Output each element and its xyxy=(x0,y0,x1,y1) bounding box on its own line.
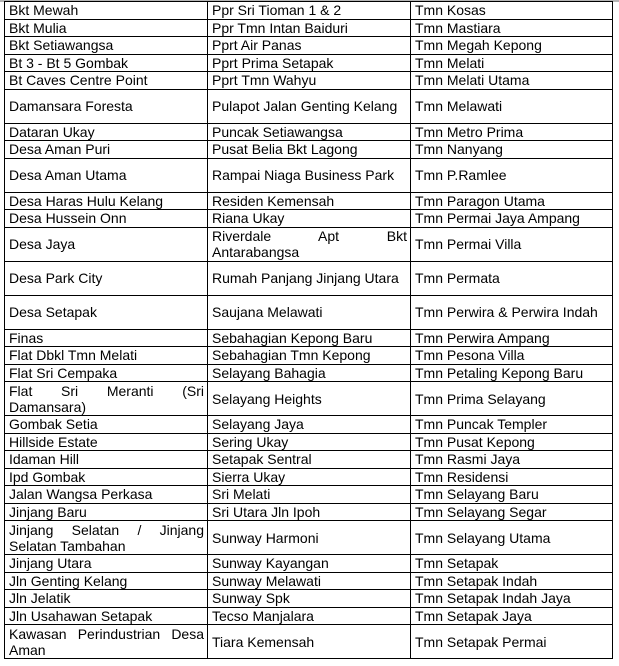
table-row xyxy=(5,382,613,416)
table-cell-col3: Tmn Puncak Templer xyxy=(411,416,613,434)
table-row xyxy=(5,158,613,192)
table-cell-col3: Tmn Paragon Utama xyxy=(411,192,613,210)
table-row xyxy=(5,141,613,159)
table-cell-col2: Puncak Setiawangsa xyxy=(208,123,411,141)
table-cell-col1: Jinjang Utara xyxy=(5,555,208,573)
table-row xyxy=(5,37,613,55)
table-cell-col2: Selayang Heights xyxy=(208,382,411,416)
table-row xyxy=(5,261,613,295)
table-row xyxy=(5,72,613,90)
table-cell-col1: Jalan Wangsa Perkasa xyxy=(5,486,208,504)
table-cell-col3: Tmn Setapak xyxy=(411,555,613,573)
table-cell-col1: Bkt Mulia xyxy=(5,19,208,37)
table-cell-col1: Kawasan Perindustrian Desa Aman xyxy=(5,625,208,659)
table-row xyxy=(5,607,613,625)
table-row xyxy=(5,625,613,659)
table-cell-col1: Jinjang Selatan / Jinjang Selatan Tambahan xyxy=(5,521,208,555)
table-cell-col3: Tmn Setapak Indah Jaya xyxy=(411,590,613,608)
table-row xyxy=(5,590,613,608)
table-row xyxy=(5,329,613,347)
table-cell-col1: Bkt Setiawangsa xyxy=(5,37,208,55)
table-row xyxy=(5,521,613,555)
table-cell-col3: Tmn Mastiara xyxy=(411,19,613,37)
table-row xyxy=(5,210,613,228)
table-cell-col3: Tmn Melati xyxy=(411,54,613,72)
table-cell-col3: Tmn Selayang Segar xyxy=(411,503,613,521)
table-cell-col2: Pprt Prima Setapak xyxy=(208,54,411,72)
table-cell-col1: Flat Dbkl Tmn Melati xyxy=(5,347,208,365)
table-cell-col1: Jln Usahawan Setapak xyxy=(5,607,208,625)
table-cell-col3: Tmn Permai Villa xyxy=(411,227,613,261)
table-row xyxy=(5,451,613,469)
table-row xyxy=(5,123,613,141)
table-cell-col3: Tmn Residensi xyxy=(411,468,613,486)
table-cell-col2: Ppr Tmn Intan Baiduri xyxy=(208,19,411,37)
table-cell-col3: Tmn Melawati xyxy=(411,89,613,123)
table-cell-col3: Tmn Nanyang xyxy=(411,141,613,159)
table-row xyxy=(5,486,613,504)
table-cell-col2: Selayang Jaya xyxy=(208,416,411,434)
table-cell-col3: Tmn Prima Selayang xyxy=(411,382,613,416)
table-row xyxy=(5,364,613,382)
table-row xyxy=(5,503,613,521)
table-cell-col2: Riana Ukay xyxy=(208,210,411,228)
table-row xyxy=(5,54,613,72)
table-cell-col1: Desa Hussein Onn xyxy=(5,210,208,228)
table-cell-col2: Saujana Melawati xyxy=(208,295,411,329)
table-cell-col1: Bt 3 - Bt 5 Gombak xyxy=(5,54,208,72)
table-cell-col1: Finas xyxy=(5,329,208,347)
table-cell-col2: Sri Melati xyxy=(208,486,411,504)
table-row xyxy=(5,468,613,486)
table-cell-col3: Tmn Kosas xyxy=(411,2,613,20)
table-cell-col1: Bt Caves Centre Point xyxy=(5,72,208,90)
table-cell-col1: Flat Sri Meranti (Sri Damansara) xyxy=(5,382,208,416)
table-cell-col3: Tmn Setapak Permai xyxy=(411,625,613,659)
table-cell-col2: Tecso Manjalara xyxy=(208,607,411,625)
table-body xyxy=(5,2,613,659)
table-cell-col2: Sunway Melawati xyxy=(208,572,411,590)
table-cell-col2: Rumah Panjang Jinjang Utara xyxy=(208,261,411,295)
table-cell-col2: Sunway Harmoni xyxy=(208,521,411,555)
table-row xyxy=(5,347,613,365)
table-cell-col2: Pulapot Jalan Genting Kelang xyxy=(208,89,411,123)
table-cell-col1: Ipd Gombak xyxy=(5,468,208,486)
table-cell-col2: Sebahagian Tmn Kepong xyxy=(208,347,411,365)
table-cell-col1: Desa Aman Puri xyxy=(5,141,208,159)
area-list-table xyxy=(4,1,613,659)
table-row xyxy=(5,416,613,434)
table-cell-col2: Residen Kemensah xyxy=(208,192,411,210)
table-cell-col3: Tmn P.Ramlee xyxy=(411,158,613,192)
table-row xyxy=(5,433,613,451)
table-cell-col1: Desa Haras Hulu Kelang xyxy=(5,192,208,210)
table-cell-col1: Jinjang Baru xyxy=(5,503,208,521)
table-row xyxy=(5,227,613,261)
table-cell-col2: Rampai Niaga Business Park xyxy=(208,158,411,192)
table-cell-col1: Desa Aman Utama xyxy=(5,158,208,192)
table-cell-col3: Tmn Setapak Jaya xyxy=(411,607,613,625)
table-cell-col1: Jln Genting Kelang xyxy=(5,572,208,590)
table-cell-col3: Tmn Setapak Indah xyxy=(411,572,613,590)
table-cell-col2: Sebahagian Kepong Baru xyxy=(208,329,411,347)
table-cell-col1: Damansara Foresta xyxy=(5,89,208,123)
table-cell-col3: Tmn Pesona Villa xyxy=(411,347,613,365)
table-cell-col1: Bkt Mewah xyxy=(5,2,208,20)
table-cell-col1: Flat Sri Cempaka xyxy=(5,364,208,382)
table-cell-col3: Tmn Permai Jaya Ampang xyxy=(411,210,613,228)
table-cell-col2: Ppr Sri Tioman 1 & 2 xyxy=(208,2,411,20)
table-row xyxy=(5,89,613,123)
table-cell-col2: Pusat Belia Bkt Lagong xyxy=(208,141,411,159)
table-cell-col3: Tmn Perwira Ampang xyxy=(411,329,613,347)
table-cell-col3: Tmn Selayang Baru xyxy=(411,486,613,504)
table-cell-col3: Tmn Petaling Kepong Baru xyxy=(411,364,613,382)
table-cell-col3: Tmn Permata xyxy=(411,261,613,295)
table-cell-col2: Sunway Kayangan xyxy=(208,555,411,573)
table-row xyxy=(5,19,613,37)
table-cell-col3: Tmn Pusat Kepong xyxy=(411,433,613,451)
table-cell-col2: Riverdale Apt Bkt Antarabangsa xyxy=(208,227,411,261)
table-cell-col1: Dataran Ukay xyxy=(5,123,208,141)
table-cell-col2: Selayang Bahagia xyxy=(208,364,411,382)
table-cell-col2: Sri Utara Jln Ipoh xyxy=(208,503,411,521)
table-row xyxy=(5,572,613,590)
table-row xyxy=(5,555,613,573)
table-cell-col2: Pprt Air Panas xyxy=(208,37,411,55)
table-cell-col1: Desa Setapak xyxy=(5,295,208,329)
table-cell-col3: Tmn Metro Prima xyxy=(411,123,613,141)
table-cell-col2: Setapak Sentral xyxy=(208,451,411,469)
table-row xyxy=(5,295,613,329)
table-cell-col1: Gombak Setia xyxy=(5,416,208,434)
table-cell-col1: Idaman Hill xyxy=(5,451,208,469)
table-cell-col3: Tmn Melati Utama xyxy=(411,72,613,90)
table-cell-col3: Tmn Perwira & Perwira Indah xyxy=(411,295,613,329)
table-row xyxy=(5,192,613,210)
table-cell-col2: Tiara Kemensah xyxy=(208,625,411,659)
table-cell-col2: Sering Ukay xyxy=(208,433,411,451)
table-cell-col1: Desa Park City xyxy=(5,261,208,295)
table-cell-col3: Tmn Rasmi Jaya xyxy=(411,451,613,469)
table-cell-col3: Tmn Megah Kepong xyxy=(411,37,613,55)
table-cell-col2: Sierra Ukay xyxy=(208,468,411,486)
table-cell-col3: Tmn Selayang Utama xyxy=(411,521,613,555)
table-cell-col1: Jln Jelatik xyxy=(5,590,208,608)
table-row xyxy=(5,2,613,20)
table-cell-col2: Pprt Tmn Wahyu xyxy=(208,72,411,90)
table-cell-col1: Desa Jaya xyxy=(5,227,208,261)
table-cell-col2: Sunway Spk xyxy=(208,590,411,608)
table-cell-col1: Hillside Estate xyxy=(5,433,208,451)
